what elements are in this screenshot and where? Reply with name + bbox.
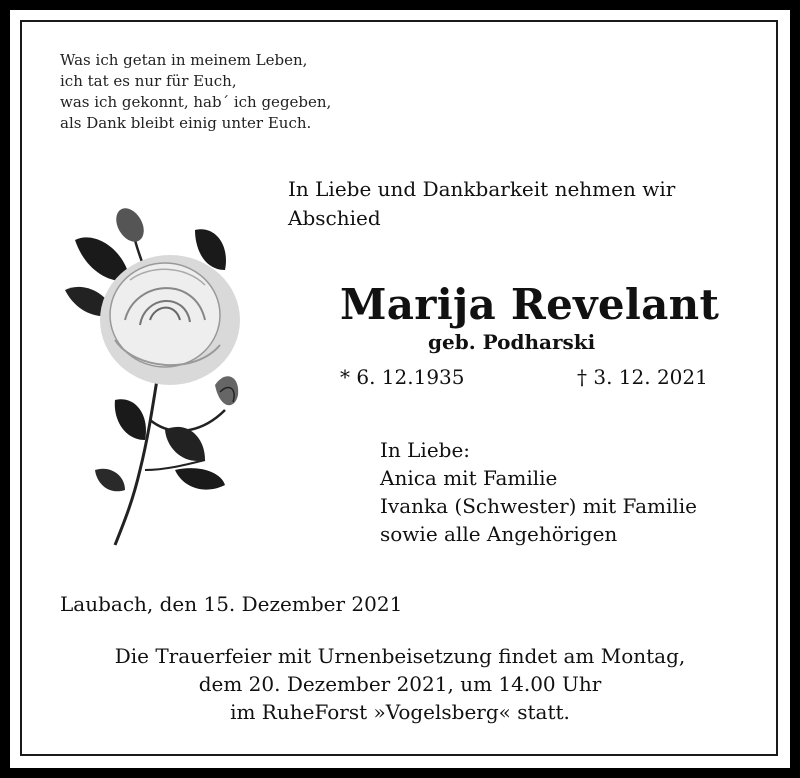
- deceased-name: Marija Revelant: [340, 280, 720, 329]
- place-date: Laubach, den 15. Dezember 2021: [60, 592, 403, 616]
- death-date: † 3. 12. 2021: [577, 365, 708, 389]
- intro-line: In Liebe und Dankbarkeit nehmen wir: [288, 177, 676, 201]
- service-line: dem 20. Dezember 2021, um 14.00 Uhr: [198, 672, 602, 696]
- service-info: [10, 642, 790, 726]
- mourner-entry: Anica mit Familie: [380, 466, 558, 490]
- intro-line: Abschied: [288, 206, 381, 230]
- poem-line: was ich gekonnt, hab´ ich gegeben,: [60, 93, 332, 111]
- birth-date: * 6. 12.1935: [340, 365, 465, 389]
- mourners: [380, 436, 697, 548]
- intro-text: [288, 175, 675, 233]
- service-line: im RuheForst »Vogelsberg« statt.: [230, 700, 570, 724]
- mourner-entry: sowie alle Angehörigen: [380, 522, 618, 546]
- mourner-entry: Ivanka (Schwester) mit Familie: [380, 494, 697, 518]
- mourners-heading: In Liebe:: [380, 438, 471, 462]
- poem-line: ich tat es nur für Euch,: [60, 72, 237, 90]
- poem-line: als Dank bleibt einig unter Euch.: [60, 114, 312, 132]
- poem-line: Was ich getan in meinem Leben,: [60, 51, 308, 69]
- obituary-card: [10, 10, 790, 768]
- rose-icon: [55, 170, 280, 560]
- born-name: geb. Podharski: [428, 330, 596, 354]
- poem: [60, 50, 331, 134]
- service-line: Die Trauerfeier mit Urnenbeisetzung findet am Montag,: [114, 644, 686, 668]
